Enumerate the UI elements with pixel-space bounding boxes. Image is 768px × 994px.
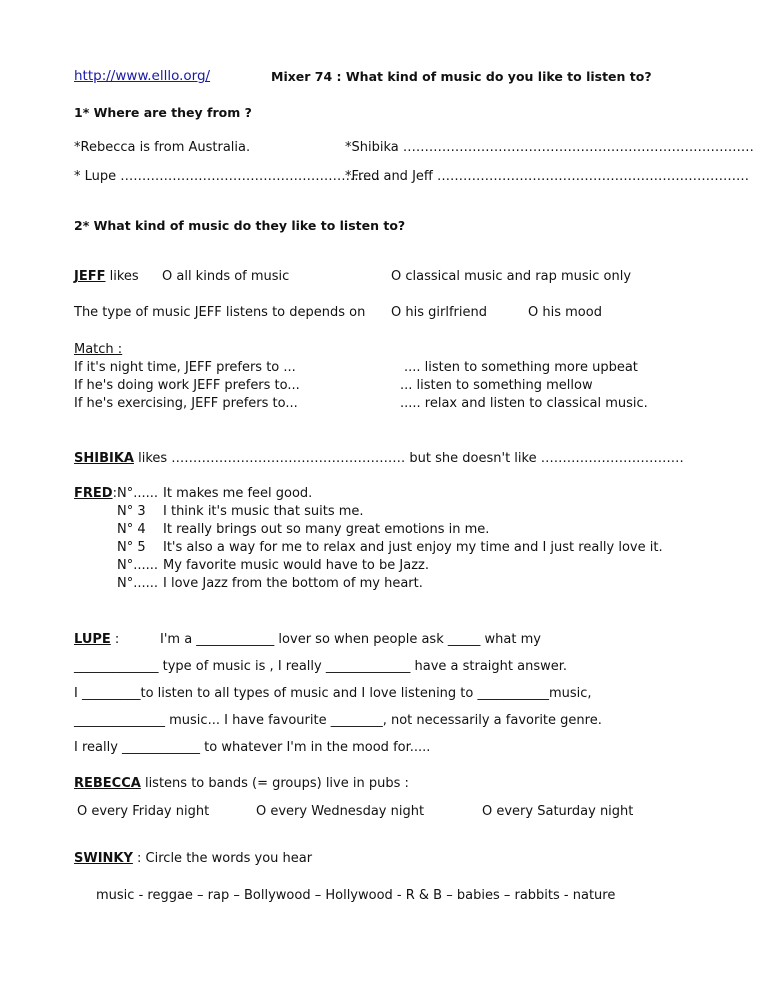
lupe-gap-line-1: I'm a ____________ lover so when people ask _____ what my: [160, 632, 541, 647]
jeff-option-classical-rap[interactable]: O classical music and rap music only: [391, 269, 632, 284]
jeff-depends-question: The type of music JEFF listens to depends on: [74, 305, 366, 320]
fred-item-text: It makes me feel good.: [163, 486, 313, 501]
rebecca-option-wednesday[interactable]: O every Wednesday night: [256, 804, 425, 819]
lupe-colon: :: [110, 632, 120, 647]
jeff-likes-label: likes: [105, 269, 139, 284]
fred-item-num: N°......: [117, 576, 159, 591]
fred-name: FRED: [74, 486, 113, 501]
match-title: Match :: [74, 342, 123, 357]
rebecca-option-friday[interactable]: O every Friday night: [77, 804, 210, 819]
jeff-name: JEFF: [74, 269, 106, 284]
jeff-option-girlfriend[interactable]: O his girlfriend: [391, 305, 487, 320]
lupe-name: LUPE: [74, 632, 111, 647]
match-left-3: If he's exercising, JEFF prefers to...: [74, 396, 298, 411]
fred-item-num: N°......: [117, 558, 159, 573]
question-1-title: 1* Where are they from ?: [74, 105, 252, 120]
fred-jeff-origin: *Fred and Jeff ………………………………………………………………: [345, 169, 749, 184]
jeff-option-all-kinds[interactable]: O all kinds of music: [162, 269, 290, 284]
fred-item-text: I think it's music that suits me.: [163, 504, 364, 519]
match-right-1: .... listen to something more upbeat: [404, 360, 638, 375]
shibika-origin: *Shibika ………………………………………………………………………: [345, 140, 754, 155]
rebecca-option-saturday[interactable]: O every Saturday night: [482, 804, 634, 819]
page-title: Mixer 74 : What kind of music do you like to listen to?: [271, 69, 652, 84]
rebecca-text: listens to bands (= groups) live in pubs :: [140, 776, 409, 791]
rebecca-origin: *Rebecca is from Australia.: [74, 140, 251, 155]
fred-item-num: N° 3: [117, 504, 146, 519]
rebecca-question: [74, 776, 409, 791]
match-left-2: If he's doing work JEFF prefers to...: [74, 378, 300, 393]
fred-item-text: My favorite music would have to be Jazz.: [163, 558, 429, 573]
shibika-name: SHIBIKA: [74, 451, 134, 466]
shibika-text: likes ……………………………………………… but she doesn't like ……………………………: [133, 451, 684, 466]
lupe-gap-line-2: _____________ type of music is , I really _____________ have a straight answer.: [74, 659, 568, 674]
match-right-2: ... listen to something mellow: [400, 378, 593, 393]
swinky-text: : Circle the words you hear: [132, 851, 313, 866]
jeff-likes: [74, 269, 139, 284]
fred-item-text: It really brings out so many great emotions in me.: [163, 522, 490, 537]
fred-colon: :: [112, 486, 117, 501]
lupe-gap-line-5: I really ____________ to whatever I'm in the mood for.....: [74, 740, 431, 755]
lupe-origin: * Lupe ……………………………………………………: [74, 169, 381, 184]
swinky-name: SWINKY: [74, 851, 133, 866]
rebecca-name: REBECCA: [74, 776, 141, 791]
fred-item-num: N° 4: [117, 522, 146, 537]
shibika-likes: [74, 451, 684, 466]
lupe-gap-line-3: I _________to listen to all types of music and I love listening to ___________music,: [74, 686, 592, 701]
elllo-link[interactable]: http://www.elllo.org/: [74, 68, 211, 84]
swinky-word-list[interactable]: music - reggae – rap – Bollywood – Hollywood - R & B – babies – rabbits - nature: [96, 888, 616, 903]
match-left-1: If it's night time, JEFF prefers to ...: [74, 360, 296, 375]
fred-item-num: N°......: [117, 486, 159, 501]
jeff-option-mood[interactable]: O his mood: [528, 305, 602, 320]
fred-label: [74, 486, 117, 501]
lupe-label: [74, 632, 119, 647]
question-2-title: 2* What kind of music do they like to listen to?: [74, 218, 406, 233]
fred-item-text: I love Jazz from the bottom of my heart.: [163, 576, 423, 591]
swinky-question: [74, 851, 312, 866]
fred-item-num: N° 5: [117, 540, 146, 555]
lupe-gap-line-4: ______________ music... I have favourite ________, not necessarily a favorite genre.: [74, 713, 602, 728]
match-right-3: ..... relax and listen to classical music.: [400, 396, 648, 411]
fred-item-text: It's also a way for me to relax and just enjoy my time and I just really love it.: [163, 540, 663, 555]
